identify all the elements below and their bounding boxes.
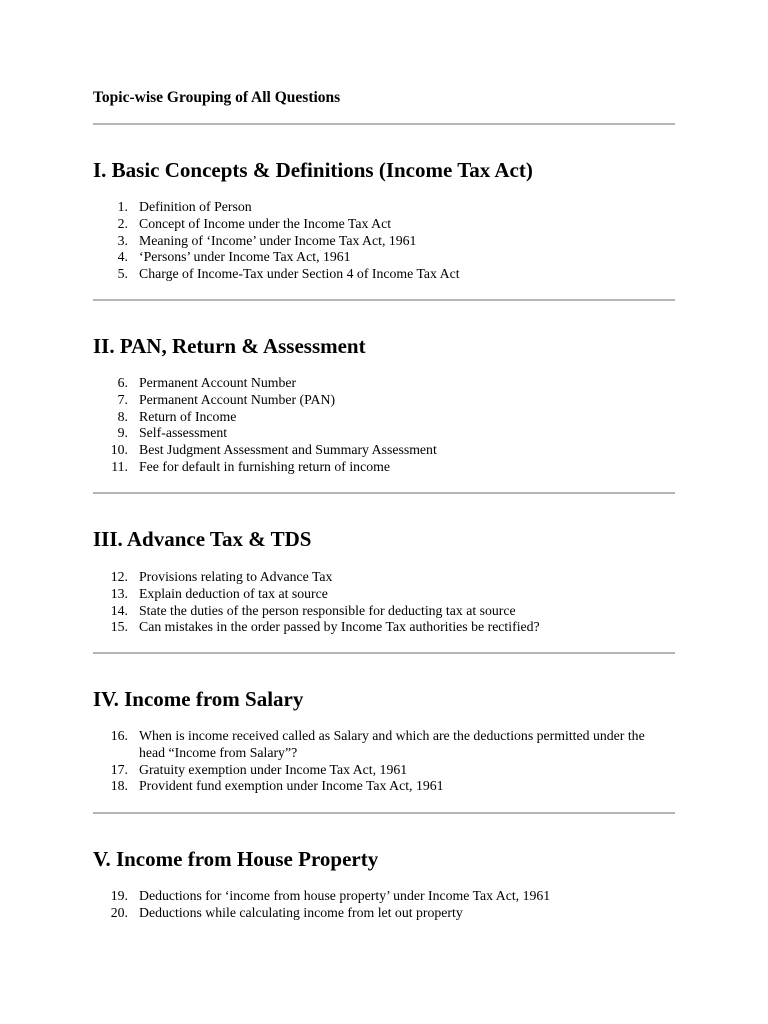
section-pan-return-assessment	[93, 333, 675, 474]
divider	[93, 123, 675, 125]
list-item	[93, 905, 653, 922]
divider	[93, 812, 675, 814]
item-number: 10.	[110, 442, 128, 458]
section-heading: III. Advance Tax & TDS	[93, 527, 312, 551]
question-list	[93, 199, 653, 283]
question-list	[93, 728, 653, 795]
list-item	[93, 266, 653, 283]
list-item	[93, 392, 653, 409]
section-basic-concepts	[93, 157, 675, 282]
list-item	[93, 216, 653, 233]
item-text: Provident fund exemption under Income Tax Act, 1961	[139, 778, 444, 794]
item-text: Fee for default in furnishing return of income	[139, 458, 390, 474]
list-item	[93, 409, 653, 426]
list-item	[93, 233, 653, 250]
item-text: Return of Income	[139, 408, 237, 424]
item-text: Permanent Account Number	[139, 375, 297, 390]
item-text: Self-assessment	[139, 425, 228, 441]
item-text: State the duties of the person responsible for deducting tax at source	[139, 602, 516, 618]
item-text: Definition of Person	[139, 199, 252, 214]
list-item	[93, 442, 653, 459]
item-number: 20.	[110, 904, 128, 920]
item-text: Charge of Income-Tax under Section 4 of Income Tax Act	[139, 266, 460, 282]
list-item	[93, 375, 653, 392]
question-list	[93, 375, 653, 476]
item-number: 2.	[117, 215, 128, 231]
section-advance-tax-tds	[93, 526, 675, 635]
item-text: Explain deduction of tax at source	[139, 585, 328, 601]
list-item	[93, 569, 653, 586]
section-heading: IV. Income from Salary	[93, 687, 304, 711]
item-text: Concept of Income under the Income Tax Act	[139, 215, 392, 231]
item-number: 4.	[117, 249, 128, 265]
item-number: 16.	[110, 728, 128, 743]
item-number: 9.	[117, 425, 128, 441]
item-number: 5.	[117, 266, 128, 282]
item-number: 7.	[117, 391, 128, 407]
divider	[93, 492, 675, 494]
item-text: Meaning of ‘Income’ under Income Tax Act, 1961	[139, 232, 417, 248]
section-heading: II. PAN, Return & Assessment	[93, 334, 366, 358]
item-number: 13.	[110, 585, 128, 601]
item-number: 19.	[110, 888, 128, 903]
list-item	[93, 199, 653, 216]
question-list	[93, 888, 653, 922]
item-text: Deductions while calculating income from let out property	[139, 904, 463, 920]
item-text: ‘Persons’ under Income Tax Act, 1961	[139, 249, 351, 265]
item-number: 14.	[110, 602, 128, 618]
list-item	[93, 728, 653, 762]
section-heading: I. Basic Concepts & Definitions (Income Tax Act)	[93, 158, 533, 182]
item-number: 3.	[117, 232, 128, 248]
item-number: 18.	[110, 778, 128, 794]
divider	[93, 652, 675, 654]
list-item	[93, 425, 653, 442]
item-text: When is income received called as Salary and which are the deductions permitted under the head “Income from Salary”?	[139, 728, 645, 760]
item-number: 17.	[110, 761, 128, 777]
item-text: Provisions relating to Advance Tax	[139, 569, 333, 584]
list-item	[93, 619, 653, 636]
list-item	[93, 586, 653, 603]
document-title: Topic-wise Grouping of All Questions	[93, 89, 341, 106]
item-number: 12.	[110, 569, 128, 584]
section-heading: V. Income from House Property	[93, 847, 379, 871]
item-text: Can mistakes in the order passed by Income Tax authorities be rectified?	[139, 619, 540, 635]
question-list	[93, 569, 653, 636]
item-text: Permanent Account Number (PAN)	[139, 391, 336, 407]
item-number: 8.	[117, 408, 128, 424]
item-text: Best Judgment Assessment and Summary Assessment	[139, 442, 437, 458]
section-income-salary	[93, 686, 675, 794]
item-number: 11.	[111, 458, 128, 474]
item-text: Gratuity exemption under Income Tax Act, 1961	[139, 761, 408, 777]
item-text: Deductions for ‘income from house property’ under Income Tax Act, 1961	[139, 888, 551, 903]
section-income-house-property	[93, 846, 675, 920]
list-item	[93, 459, 653, 476]
list-item	[93, 249, 653, 266]
list-item	[93, 603, 653, 620]
item-number: 1.	[117, 199, 128, 214]
list-item	[93, 778, 653, 795]
divider	[93, 299, 675, 301]
item-number: 6.	[117, 375, 128, 390]
item-number: 15.	[110, 619, 128, 635]
list-item	[93, 762, 653, 779]
list-item	[93, 888, 653, 905]
